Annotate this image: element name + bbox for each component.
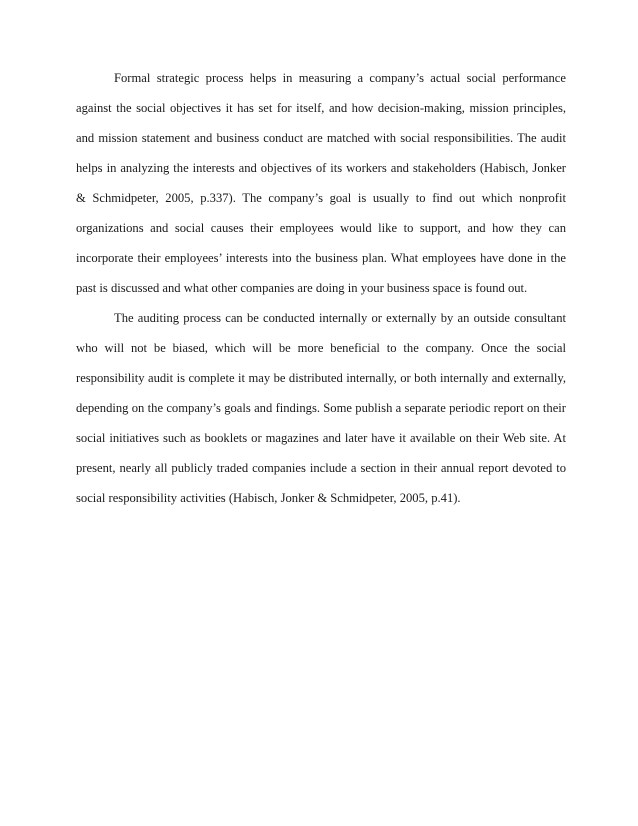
- paragraph-line: incorporate their employees’ interests into the business plan. What employees have done in the: [76, 251, 566, 265]
- paragraph-line: The auditing process can be conducted internally or externally by an outside consultant: [114, 311, 566, 325]
- paragraph-line: responsibility audit is complete it may be distributed internally, or both internally and externally,: [76, 371, 566, 385]
- paragraph-line: who will not be biased, which will be more beneficial to the company. Once the social: [76, 341, 566, 355]
- paragraph-line: and mission statement and business conduct are matched with social responsibilities. The audit: [76, 131, 566, 145]
- paragraph-line: helps in analyzing the interests and objectives of its workers and stakeholders (Habisch, Jonker: [76, 161, 566, 175]
- paragraph-line: organizations and social causes their employees would like to support, and how they can: [76, 221, 566, 235]
- paragraph-line: depending on the company’s goals and findings. Some publish a separate periodic report on their: [76, 401, 566, 415]
- paragraph-line: social initiatives such as booklets or magazines and later have it available on their Web site. At: [76, 431, 566, 445]
- paragraph-line: social responsibility activities (Habisch, Jonker & Schmidpeter, 2005, p.41).: [76, 491, 461, 505]
- paragraph-line: Formal strategic process helps in measuring a company’s actual social performance: [114, 71, 566, 85]
- paragraph-line: present, nearly all publicly traded companies include a section in their annual report devoted to: [76, 461, 566, 475]
- paragraph-line: & Schmidpeter, 2005, p.337). The company’s goal is usually to find out which nonprofit: [76, 191, 566, 205]
- paragraph-line: against the social objectives it has set for itself, and how decision-making, mission principles,: [76, 101, 566, 115]
- paragraph-line: past is discussed and what other companies are doing in your business space is found out.: [76, 281, 528, 295]
